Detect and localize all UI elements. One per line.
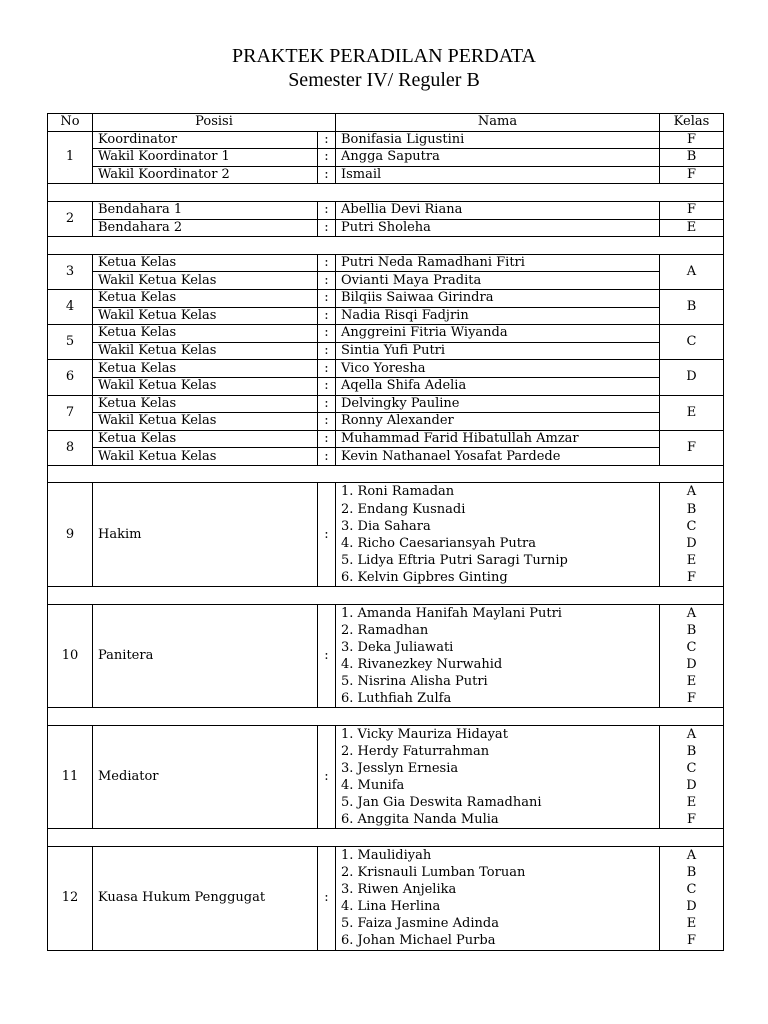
role-group-row — [48, 725, 724, 829]
class-leader-row — [48, 254, 724, 272]
separator-colon: : — [318, 395, 336, 413]
class-code: B — [686, 865, 697, 881]
role-label: Panitera — [93, 604, 318, 708]
member-name: 2. Herdy Faturrahman — [341, 743, 490, 759]
member-name: Putri Sholeha — [336, 219, 660, 237]
class-code: C — [686, 518, 697, 534]
coordinator-row — [48, 166, 724, 184]
document-title-block — [0, 44, 768, 92]
role-group-row — [48, 483, 724, 587]
member-name: 3. Deka Juliawati — [341, 639, 454, 655]
member-name: Angga Saputra — [336, 149, 660, 167]
class-code: A — [660, 254, 724, 289]
class-code: F — [660, 201, 724, 219]
vice-leader-row — [48, 448, 724, 466]
coordinator-row — [48, 149, 724, 167]
class-code: E — [686, 674, 697, 689]
class-code: D — [686, 656, 697, 672]
member-name: Sintia Yufi Putri — [336, 342, 660, 360]
member-name: 5. Lidya Eftria Putri Saragi Turnip — [341, 552, 568, 568]
spacer-row — [48, 184, 724, 202]
class-leader-row — [48, 360, 724, 378]
spacer-cell — [48, 184, 724, 202]
member-name: Delvingky Pauline — [336, 395, 660, 413]
class-code: D — [660, 360, 724, 395]
class-code: D — [686, 899, 697, 915]
position-label: Wakil Ketua Kelas — [93, 307, 318, 325]
class-code: D — [686, 535, 697, 551]
row-number: 11 — [48, 725, 93, 829]
position-label: Wakil Koordinator 2 — [93, 166, 318, 184]
class-code: B — [686, 622, 697, 638]
position-label: Koordinator — [93, 131, 318, 149]
class-code: B — [660, 289, 724, 324]
position-label: Bendahara 2 — [93, 219, 318, 237]
class-code-list — [660, 483, 724, 587]
treasurer-row — [48, 219, 724, 237]
row-number: 8 — [48, 430, 93, 465]
member-name: 1. Roni Ramadan — [341, 484, 455, 500]
position-label: Wakil Ketua Kelas — [93, 448, 318, 466]
class-leader-row — [48, 395, 724, 413]
separator-colon: : — [318, 219, 336, 237]
spacer-row — [48, 708, 724, 726]
position-label: Ketua Kelas — [93, 289, 318, 307]
separator-colon: : — [318, 166, 336, 184]
position-label: Wakil Ketua Kelas — [93, 413, 318, 431]
document-title: PRAKTEK PERADILAN PERDATA — [232, 45, 536, 67]
row-number: 2 — [48, 201, 93, 236]
spacer-row — [48, 465, 724, 483]
row-number: 9 — [48, 483, 93, 587]
member-name: 2. Ramadhan — [341, 622, 429, 638]
class-code: A — [686, 484, 697, 500]
member-list — [336, 483, 660, 587]
header-row — [48, 114, 724, 132]
member-name: 5. Faiza Jasmine Adinda — [341, 916, 499, 932]
separator-colon: : — [318, 307, 336, 325]
separator-colon: : — [318, 604, 336, 708]
class-code-list — [660, 604, 724, 708]
spacer-cell — [48, 829, 724, 847]
class-leader-row — [48, 325, 724, 343]
row-number: 12 — [48, 846, 93, 950]
header-nama: Nama — [336, 114, 660, 132]
spacer-row — [48, 587, 724, 605]
class-code: F — [660, 166, 724, 184]
separator-colon: : — [318, 131, 336, 149]
member-name: Bilqiis Saiwaa Girindra — [336, 289, 660, 307]
member-name: Ronny Alexander — [336, 413, 660, 431]
role-label: Hakim — [93, 483, 318, 587]
class-code: F — [686, 569, 697, 585]
member-name: 6. Luthfiah Zulfa — [341, 691, 452, 707]
member-name: 4. Richo Caesariansyah Putra — [341, 535, 536, 551]
member-name: 3. Dia Sahara — [341, 518, 431, 534]
position-label: Wakil Ketua Kelas — [93, 377, 318, 395]
separator-colon: : — [318, 342, 336, 360]
position-label: Wakil Koordinator 1 — [93, 149, 318, 167]
class-code: B — [686, 743, 697, 759]
header-no: No — [48, 114, 93, 132]
class-leader-row — [48, 289, 724, 307]
position-label: Ketua Kelas — [93, 430, 318, 448]
class-code: E — [686, 795, 697, 811]
class-code: E — [686, 552, 697, 568]
separator-colon: : — [318, 846, 336, 950]
position-label: Wakil Ketua Kelas — [93, 272, 318, 290]
member-name: Vico Yoresha — [336, 360, 660, 378]
member-name: Ismail — [336, 166, 660, 184]
spacer-cell — [48, 465, 724, 483]
separator-colon: : — [318, 430, 336, 448]
class-code: B — [686, 501, 697, 517]
separator-colon: : — [318, 725, 336, 829]
separator-colon: : — [318, 377, 336, 395]
member-name: 6. Kelvin Gipbres Ginting — [341, 569, 508, 585]
class-code: F — [686, 812, 697, 828]
member-name: Ovianti Maya Pradita — [336, 272, 660, 290]
separator-colon: : — [318, 289, 336, 307]
member-name: Kevin Nathanael Yosafat Pardede — [336, 448, 660, 466]
member-name: 4. Lina Herlina — [341, 899, 441, 915]
member-name: Nadia Risqi Fadjrin — [336, 307, 660, 325]
class-leader-row — [48, 430, 724, 448]
vice-leader-row — [48, 272, 724, 290]
position-label: Ketua Kelas — [93, 360, 318, 378]
member-name: 2. Krisnauli Lumban Toruan — [341, 865, 526, 881]
spacer-row — [48, 829, 724, 847]
vice-leader-row — [48, 413, 724, 431]
class-code: F — [660, 430, 724, 465]
class-code: E — [686, 916, 697, 932]
class-code: A — [686, 605, 697, 621]
member-name: 1. Vicky Mauriza Hidayat — [341, 726, 508, 742]
member-list — [336, 604, 660, 708]
treasurer-row — [48, 201, 724, 219]
class-code: F — [686, 691, 697, 707]
class-code: C — [686, 760, 697, 776]
separator-colon: : — [318, 413, 336, 431]
separator-colon: : — [318, 201, 336, 219]
coordinator-row — [48, 131, 724, 149]
member-name: 5. Jan Gia Deswita Ramadhani — [341, 795, 542, 811]
row-number: 10 — [48, 604, 93, 708]
member-name: 5. Nisrina Alisha Putri — [341, 674, 488, 689]
document-subtitle: Semester IV/ Reguler B — [288, 69, 480, 91]
separator-colon: : — [318, 360, 336, 378]
member-name: Abellia Devi Riana — [336, 201, 660, 219]
vice-leader-row — [48, 377, 724, 395]
class-code: E — [660, 219, 724, 237]
class-code-list — [660, 846, 724, 950]
row-number: 1 — [48, 131, 93, 184]
member-name: Putri Neda Ramadhani Fitri — [336, 254, 660, 272]
member-name: Aqella Shifa Adelia — [336, 377, 660, 395]
class-code: F — [686, 933, 697, 949]
member-name: 6. Anggita Nanda Mulia — [341, 812, 499, 828]
class-code: A — [686, 847, 697, 863]
member-name: Anggreini Fitria Wiyanda — [336, 325, 660, 343]
spacer-cell — [48, 708, 724, 726]
roster-table — [47, 113, 724, 951]
role-group-row — [48, 604, 724, 708]
position-label: Bendahara 1 — [93, 201, 318, 219]
class-code: D — [686, 778, 697, 794]
header-posisi: Posisi — [93, 114, 336, 132]
role-label: Kuasa Hukum Penggugat — [93, 846, 318, 950]
separator-colon: : — [318, 483, 336, 587]
member-name: 6. Johan Michael Purba — [341, 933, 496, 949]
roster-body — [48, 131, 724, 950]
row-number: 7 — [48, 395, 93, 430]
member-name: Muhammad Farid Hibatullah Amzar — [336, 430, 660, 448]
separator-colon: : — [318, 254, 336, 272]
separator-colon: : — [318, 448, 336, 466]
spacer-cell — [48, 237, 724, 255]
member-name: 2. Endang Kusnadi — [341, 501, 466, 517]
member-name: 1. Maulidiyah — [341, 847, 432, 863]
position-label: Wakil Ketua Kelas — [93, 342, 318, 360]
vice-leader-row — [48, 307, 724, 325]
member-name: Bonifasia Ligustini — [336, 131, 660, 149]
class-code: C — [660, 325, 724, 360]
class-code: B — [660, 149, 724, 167]
separator-colon: : — [318, 325, 336, 343]
class-code: E — [660, 395, 724, 430]
class-code: A — [686, 726, 697, 742]
spacer-cell — [48, 587, 724, 605]
role-group-row — [48, 846, 724, 950]
position-label: Ketua Kelas — [93, 254, 318, 272]
row-number: 5 — [48, 325, 93, 360]
member-list — [336, 846, 660, 950]
separator-colon: : — [318, 149, 336, 167]
position-label: Ketua Kelas — [93, 395, 318, 413]
member-name: 3. Jesslyn Ernesia — [341, 760, 459, 776]
vice-leader-row — [48, 342, 724, 360]
position-label: Ketua Kelas — [93, 325, 318, 343]
member-name: 4. Munifa — [341, 778, 405, 794]
row-number: 3 — [48, 254, 93, 289]
role-label: Mediator — [93, 725, 318, 829]
spacer-row — [48, 237, 724, 255]
class-code-list — [660, 725, 724, 829]
row-number: 4 — [48, 289, 93, 324]
class-code: C — [686, 639, 697, 655]
class-code: F — [660, 131, 724, 149]
class-code: C — [686, 882, 697, 898]
member-name: 1. Amanda Hanifah Maylani Putri — [341, 605, 562, 621]
member-name: 3. Riwen Anjelika — [341, 882, 457, 898]
separator-colon: : — [318, 272, 336, 290]
header-kelas: Kelas — [660, 114, 724, 132]
member-list — [336, 725, 660, 829]
row-number: 6 — [48, 360, 93, 395]
member-name: 4. Rivanezkey Nurwahid — [341, 656, 503, 672]
